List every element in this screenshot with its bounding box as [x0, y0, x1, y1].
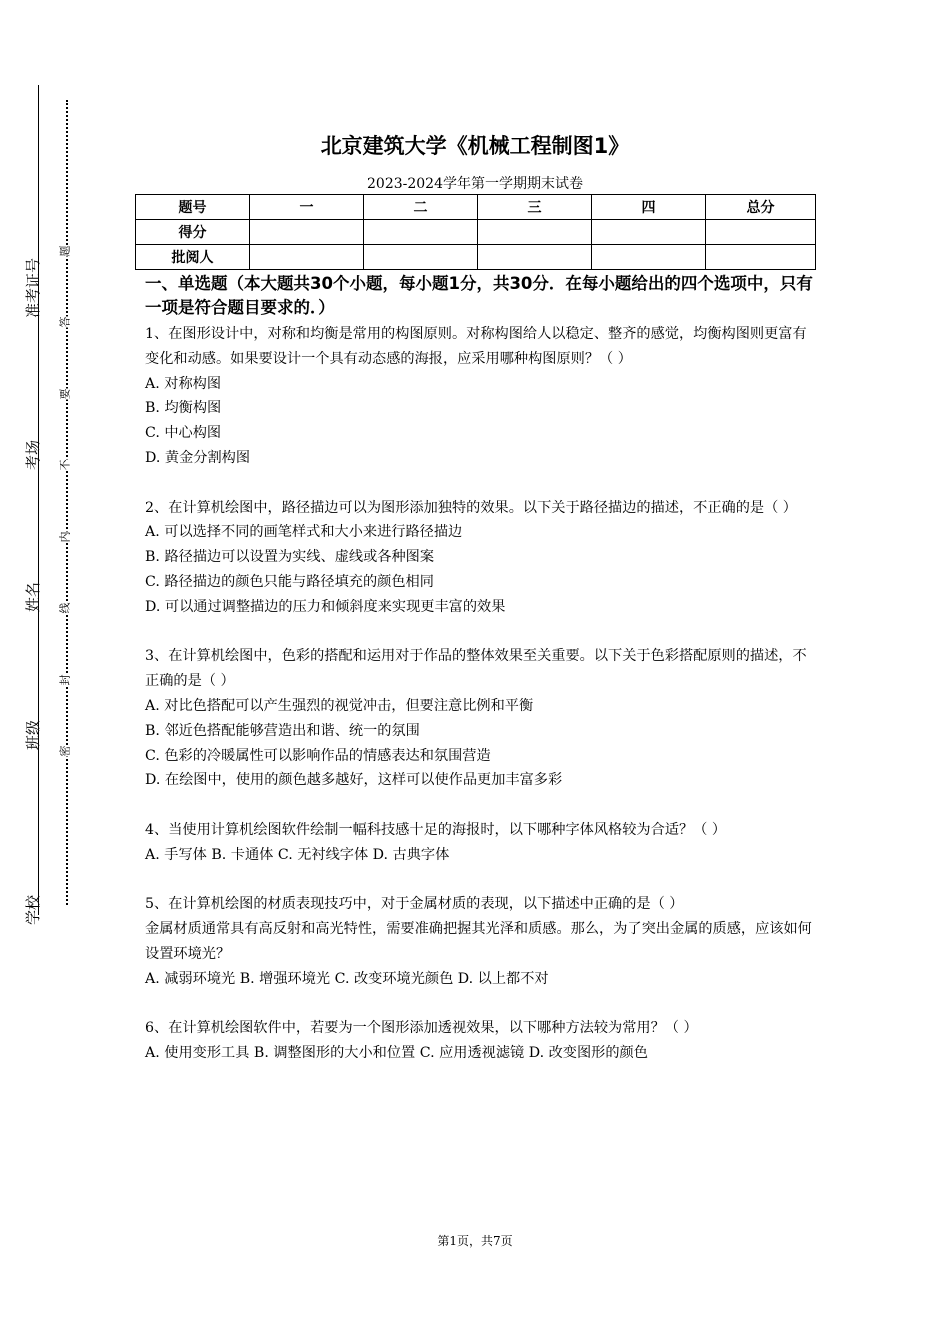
exam-subtitle: 2023-2024学年第一学期期末试卷: [367, 176, 583, 192]
question-list: [145, 322, 815, 1091]
page-number: 第1页，共7页: [437, 1234, 513, 1248]
side-label-exam-number: 准考证号: [24, 257, 42, 318]
score-cell[interactable]: [364, 220, 478, 245]
score-cell[interactable]: [478, 220, 592, 245]
score-cell[interactable]: [592, 245, 706, 270]
side-label-exam-room: 考场: [24, 439, 42, 470]
score-row-label: 批阅人: [136, 245, 250, 270]
side-label-name: 姓名: [24, 581, 42, 612]
seal-char: 密: [58, 745, 72, 757]
question-option: B. 路径描边可以设置为实线、虚线或各种图案: [145, 549, 435, 566]
score-table: [135, 194, 816, 270]
question: [145, 892, 815, 991]
question-options: A. 减弱环境光 B. 增强环境光 C. 改变环境光颜色 D. 以上都不对: [145, 970, 549, 987]
question-option: B. 邻近色搭配能够营造出和谐、统一的氛围: [145, 722, 420, 739]
score-header-cell: 题号: [136, 195, 250, 220]
side-label-class: 班级: [24, 719, 42, 750]
seal-char: 要: [58, 388, 72, 400]
question-options: A. 手写体 B. 卡通体 C. 无衬线字体 D. 古典字体: [145, 846, 450, 863]
score-header-cell: 一: [250, 195, 364, 220]
question: [145, 1016, 815, 1066]
question-option: D. 在绘图中，使用的颜色越多越好，这样可以使作品更加丰富多彩: [145, 772, 563, 789]
seal-char: 封: [58, 674, 72, 686]
score-cell[interactable]: [706, 245, 816, 270]
score-table-header-row: [136, 195, 816, 220]
question-option: A. 对比色搭配可以产生强烈的视觉冲击，但要注意比例和平衡: [145, 697, 534, 714]
question-stem: 3、在计算机绘图中，色彩的搭配和运用对于作品的整体效果至关重要。以下关于色彩搭配原则的描述，不正确的是（ ）: [145, 648, 807, 690]
score-header-cell: 四: [592, 195, 706, 220]
score-header-cell: 二: [364, 195, 478, 220]
question: [145, 818, 815, 868]
seal-char: 线: [58, 602, 72, 614]
score-table-row: [136, 245, 816, 270]
question-option: D. 可以通过调整描边的压力和倾斜度来实现更丰富的效果: [145, 598, 506, 615]
question-stem: 5、在计算机绘图的材质表现技巧中，对于金属材质的表现，以下描述中正确的是（ ）: [145, 896, 684, 913]
score-cell[interactable]: [592, 220, 706, 245]
score-cell[interactable]: [250, 245, 364, 270]
question-stem: 1、在图形设计中，对称和均衡是常用的构图原则。对称构图给人以稳定、整齐的感觉，均衡构图则更富有变化和动感。如果要设计一个具有动态感的海报，应采用哪种构图原则？（ ）: [145, 326, 807, 367]
score-cell[interactable]: [706, 220, 816, 245]
seal-char: 不: [58, 459, 72, 471]
question-stem: 金属材质通常具有高反射和高光特性，需要准确把握其光泽和质感。那么，为了突出金属的质感，应该如何设置环境光？: [145, 921, 812, 962]
question: [145, 496, 815, 620]
score-cell[interactable]: [478, 245, 592, 270]
question-options: A. 使用变形工具 B. 调整图形的大小和位置 C. 应用透视滤镜 D. 改变图形的颜色: [145, 1045, 648, 1062]
score-cell[interactable]: [364, 245, 478, 270]
seal-char: 题: [58, 245, 72, 257]
question-stem: 6、在计算机绘图软件中，若要为一个图形添加透视效果，以下哪种方法较为常用？（ ）: [145, 1020, 698, 1037]
seal-char: 内: [58, 531, 72, 543]
score-row-label: 得分: [136, 220, 250, 245]
question-option: B. 均衡构图: [145, 400, 222, 417]
seal-dotted-line: [66, 100, 68, 905]
binding-line: [38, 85, 39, 915]
section-heading: 一、单选题（本大题共30个小题，每小题1分，共30分．在每小题给出的四个选项中，只有一项是符合题目要求的．）: [145, 274, 813, 317]
side-label-school: 学校: [24, 894, 42, 925]
score-cell[interactable]: [250, 220, 364, 245]
question-stem: 2、在计算机绘图中，路径描边可以为图形添加独特的效果。以下关于路径描边的描述，不正确的是（ ）: [145, 499, 797, 516]
question: [145, 322, 815, 471]
question-option: A. 可以选择不同的画笔样式和大小来进行路径描边: [145, 524, 463, 541]
question-option: D. 黄金分割构图: [145, 449, 251, 466]
question-option: A. 对称构图: [145, 375, 222, 392]
question-option: C. 中心构图: [145, 425, 222, 442]
score-header-cell: 三: [478, 195, 592, 220]
question-stem: 4、当使用计算机绘图软件绘制一幅科技感十足的海报时，以下哪种字体风格较为合适？（ ）: [145, 821, 727, 838]
question-option: C. 色彩的冷暖属性可以影响作品的情感表达和氛围营造: [145, 747, 491, 764]
question-option: C. 路径描边的颜色只能与路径填充的颜色相同: [145, 573, 434, 590]
seal-char: 答: [58, 316, 72, 328]
exam-title: 北京建筑大学《机械工程制图1》: [320, 134, 630, 158]
question: [145, 644, 815, 793]
score-table-row: [136, 220, 816, 245]
score-header-cell: 总分: [706, 195, 816, 220]
